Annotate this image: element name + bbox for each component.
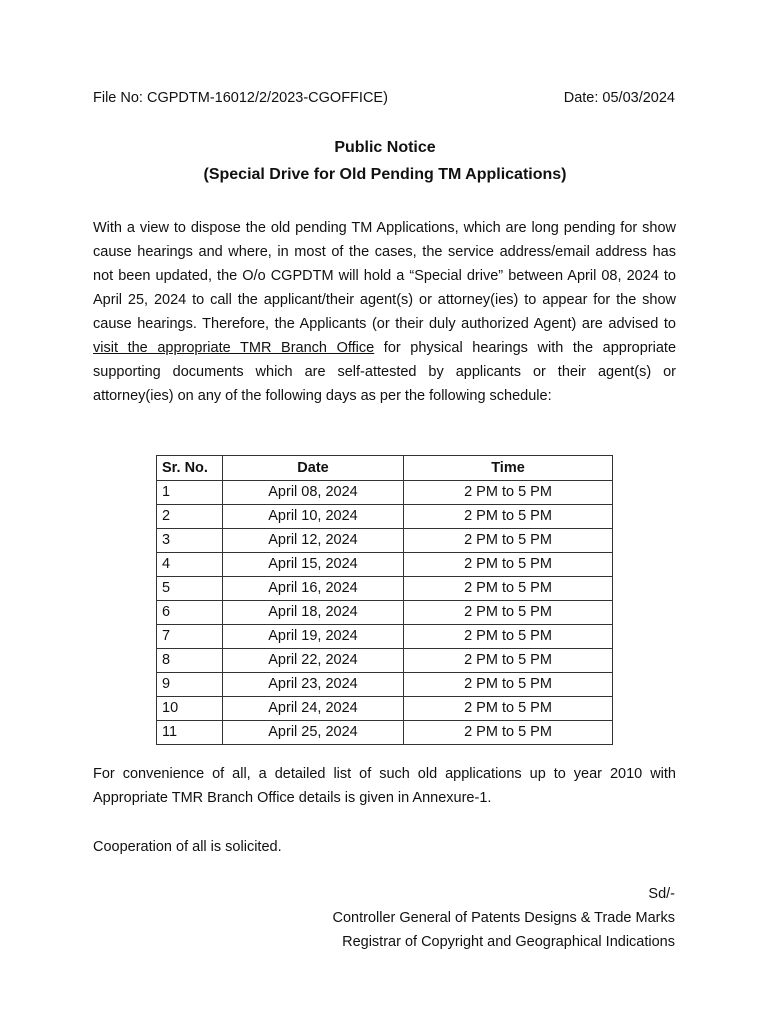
cell-sr-no: 3 bbox=[157, 529, 223, 553]
table-row bbox=[157, 721, 613, 745]
cell-time: 2 PM to 5 PM bbox=[404, 577, 613, 601]
cell-sr-no: 6 bbox=[157, 601, 223, 625]
table-row bbox=[157, 625, 613, 649]
cell-time: 2 PM to 5 PM bbox=[404, 721, 613, 745]
column-header-date: Date bbox=[223, 456, 404, 481]
cell-time: 2 PM to 5 PM bbox=[404, 601, 613, 625]
table-row bbox=[157, 673, 613, 697]
intro-text-start: With a view to dispose the old pending TM Applications, which are long pending for show cause hearings and where, in most of the cases, the service address/email address has not been updated, the O/o CGPDTM will hold a “Special drive” between April 08, 2024 to April 25, 2024 to call the applicant/their agent(s) or attorney(ies) to appear for the show cause hearings. Therefore, the Applicants (or their duly authorized Agent) are advised to bbox=[93, 220, 676, 332]
cell-time: 2 PM to 5 PM bbox=[404, 625, 613, 649]
cell-date: April 24, 2024 bbox=[223, 697, 404, 721]
table-row bbox=[157, 577, 613, 601]
cell-sr-no: 8 bbox=[157, 649, 223, 673]
cell-sr-no: 4 bbox=[157, 553, 223, 577]
notice-subtitle: (Special Drive for Old Pending TM Applications) bbox=[203, 166, 567, 183]
table-row bbox=[157, 529, 613, 553]
cell-time: 2 PM to 5 PM bbox=[404, 673, 613, 697]
table-row bbox=[157, 649, 613, 673]
cell-date: April 08, 2024 bbox=[223, 481, 404, 505]
cell-sr-no: 5 bbox=[157, 577, 223, 601]
underlined-instruction: visit the appropriate TMR Branch Office bbox=[93, 340, 375, 356]
cell-sr-no: 11 bbox=[157, 721, 223, 745]
cell-date: April 12, 2024 bbox=[223, 529, 404, 553]
column-header-sr-no: Sr. No. bbox=[157, 456, 223, 481]
cell-time: 2 PM to 5 PM bbox=[404, 553, 613, 577]
cooperation-paragraph: Cooperation of all is solicited. bbox=[93, 839, 282, 855]
cell-date: April 25, 2024 bbox=[223, 721, 404, 745]
schedule-table-body bbox=[157, 481, 613, 745]
cell-date: April 18, 2024 bbox=[223, 601, 404, 625]
signature-title-1: Controller General of Patents Designs & Trade Marks bbox=[332, 910, 675, 926]
intro-text-end: for physical hearings with the appropriate supporting documents which are self-attested by applicants or their agent(s) or attorney(ies) on any of the following days as per the following schedule: bbox=[93, 340, 677, 404]
cell-sr-no: 10 bbox=[157, 697, 223, 721]
cell-sr-no: 1 bbox=[157, 481, 223, 505]
cell-time: 2 PM to 5 PM bbox=[404, 481, 613, 505]
column-header-time: Time bbox=[404, 456, 613, 481]
notice-title: Public Notice bbox=[334, 139, 436, 156]
table-row bbox=[157, 505, 613, 529]
cell-date: April 23, 2024 bbox=[223, 673, 404, 697]
table-header-row bbox=[157, 456, 613, 481]
schedule-table bbox=[156, 455, 613, 745]
table-row bbox=[157, 553, 613, 577]
intro-paragraph bbox=[93, 216, 676, 408]
cell-sr-no: 9 bbox=[157, 673, 223, 697]
cell-date: April 10, 2024 bbox=[223, 505, 404, 529]
cell-sr-no: 7 bbox=[157, 625, 223, 649]
cell-date: April 22, 2024 bbox=[223, 649, 404, 673]
signature-sd: Sd/- bbox=[648, 886, 675, 902]
cell-time: 2 PM to 5 PM bbox=[404, 649, 613, 673]
table-row bbox=[157, 481, 613, 505]
cell-date: April 15, 2024 bbox=[223, 553, 404, 577]
cell-time: 2 PM to 5 PM bbox=[404, 505, 613, 529]
notice-date: Date: 05/03/2024 bbox=[563, 90, 675, 106]
cell-date: April 16, 2024 bbox=[223, 577, 404, 601]
cell-time: 2 PM to 5 PM bbox=[404, 697, 613, 721]
table-row bbox=[157, 601, 613, 625]
signature-title-2: Registrar of Copyright and Geographical Indications bbox=[342, 934, 675, 950]
cell-time: 2 PM to 5 PM bbox=[404, 529, 613, 553]
document-header bbox=[93, 88, 675, 108]
cell-sr-no: 2 bbox=[157, 505, 223, 529]
table-row bbox=[157, 697, 613, 721]
file-number: File No: CGPDTM-16012/2/2023-CGOFFICE) bbox=[93, 90, 388, 106]
annexure-paragraph: For convenience of all, a detailed list of such old applications up to year 2010 with Appropriate TMR Branch Office details is given in Annexure-1. bbox=[93, 766, 676, 806]
cell-date: April 19, 2024 bbox=[223, 625, 404, 649]
